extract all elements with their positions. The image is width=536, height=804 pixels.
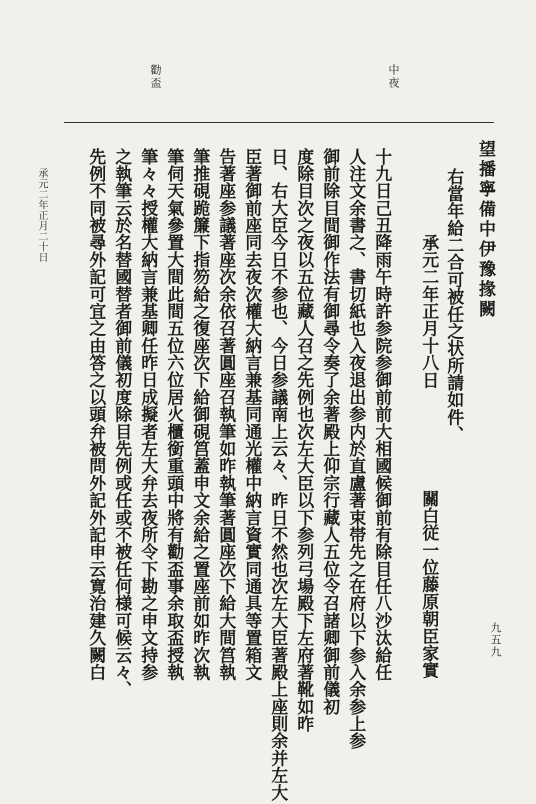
header-rule [64, 122, 494, 123]
text-column: 筆推硯跪簾下指笏給之復座次下給御硯筥蓋申文余給之置座前如昨次執 [190, 148, 211, 681]
text-column: 承元二年正月十八日 [419, 234, 440, 389]
text-column: 之執筆云於名替國替者御前儀初度除目先例或任或不被任何様可候云々、 [112, 148, 133, 699]
text-column: 筆々々授權大納言兼基卿任昨日成擬者左大弁去夜所令下勘之申文持参 [138, 148, 159, 681]
page-number: 九五九 [489, 622, 502, 658]
text-column: 告著座参議著座次余依召著圓座召執筆如昨執筆著圓座次下給大間筥執 [216, 148, 237, 681]
text-column: 先例不同被尋外記可宜之由答之以頭弁被問外記外記申云寛治建久闕白 [86, 148, 107, 681]
text-column: 筆伺天氣參置大間此間五位六位居火櫃銜重頭中將有勸盃事余取盃授執 [164, 148, 185, 681]
text-column: 御前除目間御作法有御尋令奏了余著殿上仰宗行藏人五位令召諸卿御前儀初 [320, 148, 341, 716]
text-column: 人注文余書之、書切紙也入夜退出参内於直盧著束帯先之在府以下参入余参上参 [346, 148, 367, 750]
running-head-right: 中夜 [387, 64, 400, 90]
text-column: 十九日己丑降雨午時許参院参御前前大相國候御前有除目任八沙汰給任 [372, 148, 393, 681]
side-date-note: 承元二年正月二十日 [36, 168, 47, 263]
text-column: 關白従一位藤原朝臣家實 [419, 490, 440, 680]
text-column: 日、右大臣今日不参也、今日参議南上云々、昨日不然也次左大臣著殿上座則余并左大 [268, 148, 289, 802]
text-column: 右當年給二合可被任之状所請如件、 [444, 168, 465, 444]
running-head-left: 勸盃 [149, 64, 162, 90]
document-title: 望播寧備中伊豫掾闕 [475, 140, 495, 320]
text-column: 臣著御前座同去夜次權大納言兼基同通光權中納言資實同通具等置箱文 [242, 148, 263, 681]
text-column: 度除目次之夜以五位藏人召之先例也次左大臣以下参列弓場殿下左府著靴如昨 [294, 148, 315, 733]
